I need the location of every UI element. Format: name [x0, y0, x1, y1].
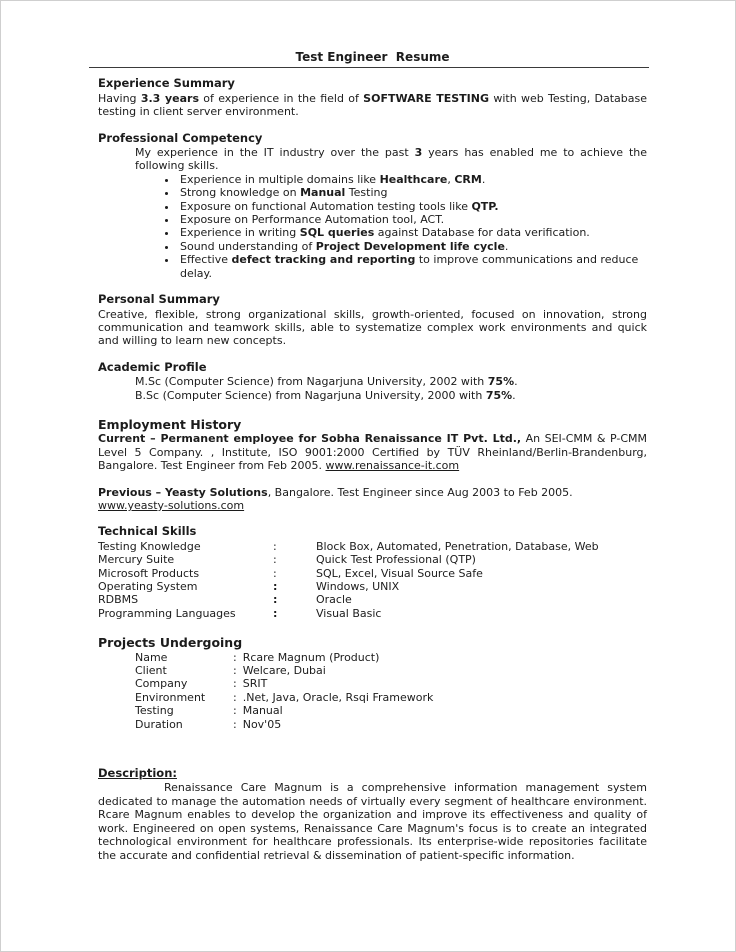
competency-bullet-list	[154, 173, 647, 280]
project-row	[135, 677, 647, 690]
project-row	[135, 691, 647, 704]
project-row	[135, 651, 647, 664]
competency-bullet	[178, 253, 647, 280]
text-segment: Experience in multiple domains like	[180, 172, 380, 186]
project-separator: :	[233, 690, 237, 704]
project-separator: :	[233, 650, 237, 664]
technical-skills-heading: Technical Skills	[98, 524, 197, 539]
project-field-label: Client	[135, 664, 167, 678]
employment-previous-url-line	[98, 499, 647, 512]
project-field-value: SRIT	[242, 677, 268, 691]
skill-separator: :	[273, 606, 278, 620]
description-heading: Description:	[98, 766, 177, 781]
skill-value: Quick Test Professional (QTP)	[316, 553, 476, 567]
skill-row	[98, 593, 647, 606]
competency-bullet	[178, 226, 647, 239]
text-segment: Project Development life cycle	[315, 239, 505, 253]
project-field-label: Duration	[135, 717, 183, 731]
skill-row	[98, 567, 647, 580]
experience-summary-heading: Experience Summary	[98, 76, 235, 91]
section-employment-history	[98, 418, 647, 512]
url-link[interactable]: www.renaissance-it.com	[325, 459, 460, 473]
personal-summary-heading: Personal Summary	[98, 292, 220, 307]
skill-label: RDBMS	[98, 593, 139, 607]
project-field-value: Manual	[242, 704, 283, 718]
project-field-label: Testing	[135, 704, 174, 718]
employment-previous	[98, 486, 647, 513]
projects-heading: Projects Undergoing	[98, 635, 243, 651]
text-segment: Previous – Yeasty Solutions	[98, 485, 268, 499]
text-segment: An SEI-CMM & P-CMM Level 5 Company. , Institute, ISO 9001:2000 Certified by TÜV Rheinland/Berlin-Brandenburg, Bangalore. Test Engineer from Feb 2005.	[98, 432, 647, 473]
project-details	[135, 651, 647, 731]
text-segment: Renaissance Care Magnum is a comprehensive information management system dedicated to manage the automation needs of virtually every segment of healthcare environment. Rcare Magnum enables to develop the organization and improve its effectiveness and quality of work. Engineered on open systems, Renaissance Care Magnum's focus is to create an integrated technological environment for healthcare professionals. Its enterprise-wide repositories facilitate the accurate and confidential retrieval & dissemination of patient-specific information.	[98, 781, 647, 862]
text-segment: .	[514, 375, 518, 389]
skill-separator: :	[273, 593, 278, 607]
text-segment: 3.3 years	[140, 91, 199, 105]
text-segment: .	[504, 239, 509, 253]
academic-line-bsc	[135, 389, 647, 402]
skill-separator: :	[273, 553, 277, 567]
text-segment: Strong knowledge on	[180, 186, 301, 200]
text-segment: Sound understanding of	[180, 239, 316, 253]
experience-summary-text	[98, 92, 647, 119]
skill-value: Oracle	[316, 593, 352, 607]
text-segment: B.Sc (Computer Science) from Nagarjuna University, 2000 with	[135, 388, 486, 402]
personal-summary-text	[98, 308, 647, 348]
skill-label: Testing Knowledge	[98, 539, 201, 553]
skill-value: Windows, UNIX	[316, 580, 400, 593]
employment-previous-text	[98, 486, 647, 499]
text-segment: years has enabled me to achieve the following skills.	[135, 146, 647, 173]
text-segment: M.Sc (Computer Science) from Nagarjuna University, 2002 with	[135, 375, 488, 389]
employment-current	[98, 432, 647, 472]
section-personal-summary	[98, 293, 647, 348]
text-segment: SOFTWARE TESTING	[363, 91, 490, 105]
section-technical-skills	[98, 525, 647, 620]
professional-competency-heading: Professional Competency	[98, 130, 263, 145]
text-segment: ,	[447, 172, 455, 186]
text-segment: Current – Permanent employee for Sobha Renaissance IT Pvt. Ltd.,	[98, 432, 522, 446]
project-field-label: Company	[135, 677, 188, 691]
skill-separator: :	[273, 539, 277, 553]
skill-value: Visual Basic	[316, 606, 382, 620]
text-segment: with web Testing, Database testing in client server environment.	[98, 91, 647, 119]
project-row	[135, 664, 647, 677]
skill-value: SQL, Excel, Visual Source Safe	[316, 566, 483, 580]
title-divider	[89, 67, 649, 68]
skill-row	[98, 580, 647, 593]
competency-bullet	[178, 200, 647, 213]
text-segment: Creative, flexible, strong organizational skills, growth-oriented, focused on innovation, strong communication and teamwork skills, able to systematize complex work environments and quick and willing to learn new concepts.	[98, 307, 647, 348]
project-field-value: Rcare Magnum (Product)	[242, 650, 380, 664]
section-projects	[98, 636, 647, 731]
project-field-label: Name	[135, 650, 168, 664]
project-separator: :	[233, 704, 237, 718]
skill-label: Operating System	[98, 580, 198, 593]
project-separator: :	[233, 664, 237, 678]
professional-competency-intro	[135, 146, 647, 173]
project-row	[135, 704, 647, 717]
text-segment: SQL queries	[299, 226, 375, 240]
text-segment: Testing	[345, 186, 388, 200]
text-segment: CRM	[454, 172, 482, 186]
skill-row	[98, 553, 647, 566]
project-field-value: Nov'05	[242, 717, 282, 731]
employment-current-text	[98, 432, 647, 472]
text-segment: of experience in the field of	[199, 91, 364, 105]
yeasty-url-link[interactable]: www.yeasty-solutions.com	[98, 498, 245, 512]
skill-label: Microsoft Products	[98, 566, 200, 580]
skill-row	[98, 540, 647, 553]
project-field-label: Environment	[135, 690, 206, 704]
text-segment: Having	[98, 91, 141, 105]
project-field-value: .Net, Java, Oracle, Rsqi Framework	[242, 690, 434, 704]
text-segment: QTP.	[471, 199, 499, 213]
project-field-value: Welcare, Dubai	[242, 664, 326, 678]
document-title: Test Engineer Resume	[295, 50, 450, 64]
text-segment: Manual	[300, 186, 346, 200]
project-row	[135, 718, 647, 731]
text-segment: , Bangalore. Test Engineer since Aug 2003 to Feb 2005.	[267, 485, 573, 499]
text-segment: .	[512, 388, 516, 402]
text-segment: Exposure on functional Automation testing tools like	[180, 199, 472, 213]
text-segment: against Database for data verification.	[374, 226, 590, 240]
text-segment: defect tracking and reporting	[231, 253, 416, 267]
skill-separator: :	[273, 566, 277, 580]
competency-bullet	[178, 186, 647, 199]
skill-value: Block Box, Automated, Penetration, Database, Web	[316, 539, 599, 553]
text-segment: Exposure on Performance Automation tool, ACT.	[180, 213, 445, 227]
competency-bullet	[178, 240, 647, 253]
text-segment: 75%	[485, 388, 513, 402]
skill-label: Mercury Suite	[98, 553, 175, 567]
text-segment: Effective	[180, 253, 232, 267]
text-segment: 3	[414, 146, 423, 160]
section-experience-summary	[98, 77, 647, 118]
employment-history-heading: Employment History	[98, 416, 242, 432]
skill-label: Programming Languages	[98, 606, 236, 620]
text-segment: to improve communications and reduce delay.	[180, 253, 639, 280]
text-segment: Healthcare	[379, 172, 448, 186]
resume-content	[1, 1, 735, 862]
text-segment: 75%	[487, 375, 515, 389]
section-description	[98, 767, 647, 862]
project-separator: :	[233, 677, 237, 691]
academic-profile-heading: Academic Profile	[98, 359, 207, 374]
description-text	[98, 781, 647, 861]
section-professional-competency	[98, 132, 647, 280]
academic-line-msc	[135, 375, 647, 388]
project-separator: :	[233, 717, 237, 731]
text-segment: .	[481, 172, 486, 186]
skill-separator: :	[273, 580, 278, 593]
text-segment: My experience in the IT industry over the past	[135, 146, 415, 160]
text-segment: Experience in writing	[180, 226, 300, 240]
section-academic-profile	[98, 361, 647, 402]
competency-bullet	[178, 173, 647, 186]
skill-row	[98, 607, 647, 620]
competency-bullet	[178, 213, 647, 226]
